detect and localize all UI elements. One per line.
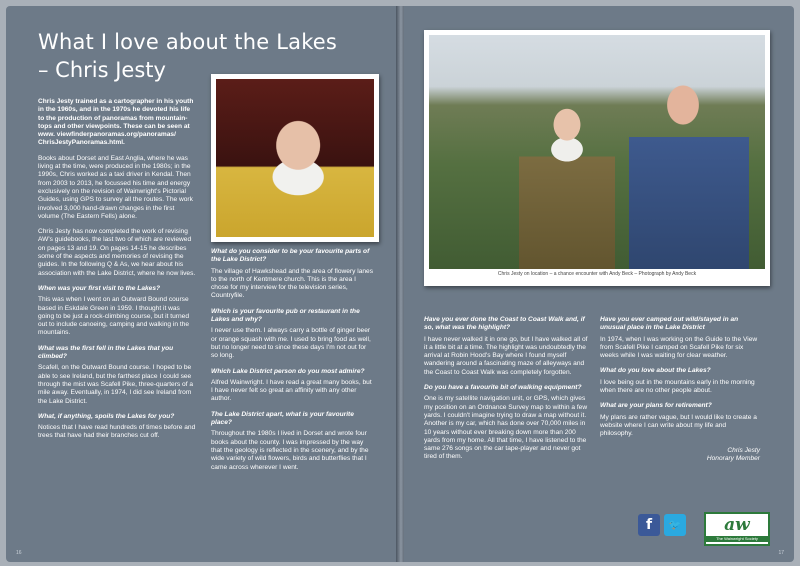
question: What are your plans for retirement? [600, 402, 712, 410]
article-byline: – Chris Jesty [38, 58, 166, 82]
question: When was your first visit to the Lakes? [38, 284, 161, 292]
right-column-2 [600, 316, 760, 470]
answer: One is my satellite navigation unit, or GPS, which gives my position on an Ordnance Survey map to within a few yards. I couldn't imagine trying to draw a map without it. Another is my car, which has done over 70,000 miles in 10 years without ever breaking down more than 200 yards from my home. All that time, I have listened to the same 276 songs on the car tape-player and never got tired of them. [424, 395, 588, 461]
intro-paragraph: Chris Jesty trained as a cartographer in his youth in the 1960s, and in the 1970s he devoted his life to the production of panoramas from mountain-tops and other viewpoints. These can be seen at www. viewfinderpanoramas.org/panoramas/ ChrisJestyPanoramas.html. [38, 98, 194, 147]
left-column-1 [38, 98, 196, 448]
answer: The village of Hawkshead and the area of flowery lanes to the north of Kentmere church. This is the area I chose for my interview for the television series, Countryfile. [211, 267, 374, 300]
portrait-image [216, 79, 374, 237]
answer: My plans are rather vague, but I would like to create a website where I can write about my life and philosophy. [600, 413, 757, 438]
question: Which is your favourite pub or restaurant in the Lakes and why? [211, 307, 360, 324]
answer: Scafell, on the Outward Bound course. I hoped to be able to see Ireland, but the farthest place I could see through the mist was Scafell Pike, three-quarters of a mile away. Eventually, in 1974, I did see Ireland from the Lake District. [38, 364, 194, 405]
question: Do you have a favourite bit of walking equipment? [424, 384, 582, 392]
question: What was the first fell in the Lakes that you climbed? [38, 344, 174, 361]
location-photo [424, 30, 770, 286]
body-paragraph: Chris Jesty has now completed the work of revising AW's guidebooks, the last two of which are reviewed on pages 13 and 19. On pages 14-15 he describes some of the aspects and memories of revising the guides. In the following Q & As, we hear about his association with the Lake District, where he now lives. [38, 228, 196, 277]
answer: Notices that I have read hundreds of times before and trees that have had their branches cut off. [38, 424, 196, 440]
logo-text: The Wainwright Society [706, 536, 768, 542]
body-paragraph: Books about Dorset and East Anglia, where he was living at the time, were produced in the 1980s; in the 1990s, Chris worked as a taxi driver in Kendal. Then from 2003 to 2013, he focussed his time and energy exclusively on the revision of Wainwright's Pictorial Guides, using GPS to survey all the routes. The work involved 3,000 hand-drawn changes in the first volume (The Eastern Fells) alone. [38, 154, 193, 220]
question: What do you love about the Lakes? [600, 367, 711, 375]
answer: Alfred Wainwright. I have read a great many books, but I have never felt so great an affinity with any other author. [211, 378, 372, 403]
wainwright-society-logo [704, 512, 770, 546]
answer: I love being out in the mountains early in the morning when there are no other people about. [600, 378, 755, 395]
question: Have you ever done the Coast to Coast Walk and, if so, what was the highlight? [424, 316, 585, 332]
article-title: What I love about the Lakes [38, 30, 338, 54]
signature-role: Honorary Member [706, 454, 760, 462]
logo-mark: aw [724, 515, 750, 535]
question: What, if anything, spoils the Lakes for you? [38, 412, 175, 420]
location-image [429, 35, 765, 269]
question: What do you consider to be your favourite parts of the Lake District? [211, 248, 370, 264]
question: Have you ever camped out wild/stayed in an unusual place in the Lake District [600, 316, 739, 332]
answer: I have never walked it in one go, but I have walked all of it a little bit at a time. The highlight was undoubtedly the arrival at Robin Hood's Bay where I found myself wandering around a fascinating maze of alleyways and the Coast to Coast Walk was completely forgotten. [424, 335, 588, 376]
signature-name: Chris Jesty [727, 446, 760, 454]
left-column-2 [211, 248, 373, 479]
photo-caption: Chris Jesty on location – a chance encounter with Andy Beck – Photograph by Andy Beck [497, 271, 697, 277]
left-page [6, 6, 398, 562]
andy-beck-figure [629, 69, 749, 269]
answer: In 1974, when I was working on the Guide to the View from Scafell Pike I camped on Scafell Pike for six weeks while I was waiting for clear weather. [600, 335, 758, 360]
social-links [638, 514, 686, 536]
page-number: 16 [16, 550, 22, 556]
right-column-1 [424, 316, 592, 469]
question: The Lake District apart, what is your favourite place? [211, 410, 354, 427]
answer: This was when I went on an Outward Bound course based in Eskdale Green in 1959. I thought it was going to be just a rock-climbing course, but it turned out to include canoeing, camping and walking in the mountains. [38, 296, 190, 337]
chris-jesty-figure [519, 93, 615, 269]
answer: I never use them. I always carry a bottle of ginger beer or orange squash with me. I used to bring food as well, but no longer need to since these days I'm not out for so long. [211, 327, 371, 360]
twitter-icon[interactable]: 🐦 [664, 514, 686, 536]
portrait-photo [211, 74, 379, 242]
page-number: 17 [778, 550, 784, 556]
question: Which Lake District person do you most admire? [211, 367, 365, 375]
answer: Throughout the 1980s I lived in Dorset and wrote four books about the county. I was impressed by the way that the geology is reflected in the scenery, and by the wide variety of wild flowers, birds and butterflies that I came across wherever I went. [211, 430, 369, 471]
facebook-icon[interactable]: f [638, 514, 660, 536]
right-page [404, 6, 794, 562]
